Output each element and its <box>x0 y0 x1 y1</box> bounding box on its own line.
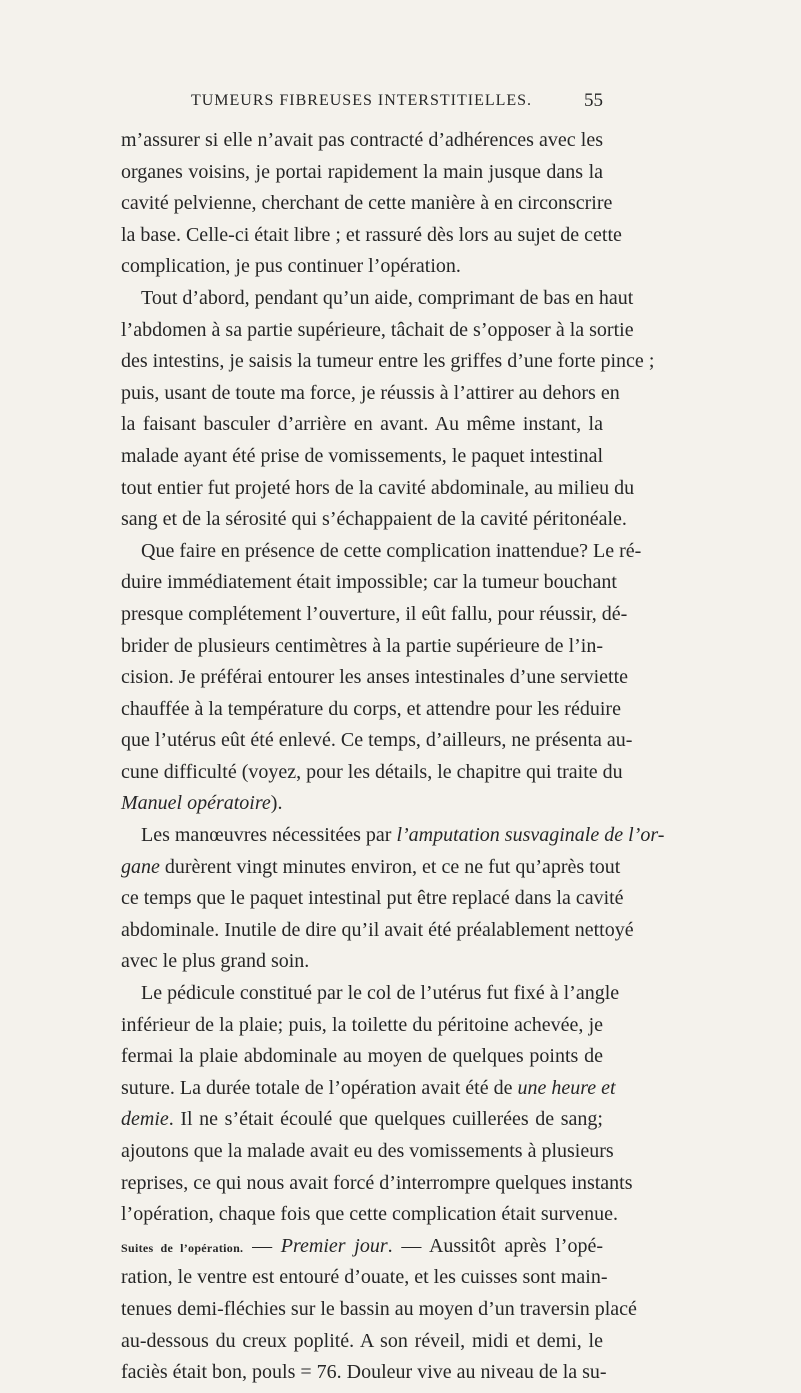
emphasis: gane <box>121 855 160 878</box>
text-line: chauffée à la température du corps, et attendre pour les réduire <box>121 697 621 720</box>
text-segment: suture. La durée totale de l’opération avait été de <box>121 1076 518 1099</box>
text-line: m’assurer si elle n’avait pas contracté d’adhérences avec les <box>121 129 603 151</box>
text-line <box>121 1231 603 1263</box>
text-segment: ). <box>270 792 283 815</box>
emphasis: Premier jour <box>280 1234 388 1257</box>
text-line: puis, usant de toute ma force, je réussis à l’attirer au dehors en <box>121 381 620 404</box>
text-line <box>121 788 603 820</box>
text-line: inférieur de la plaie; puis, la toilette du péritoine achevée, je <box>121 1013 603 1036</box>
text-line: Que faire en présence de cette complication inattendue? Le ré- <box>141 539 642 562</box>
text-line <box>121 852 621 884</box>
text-segment: . — Aussitôt après l’opé- <box>387 1234 604 1257</box>
text-line: ce temps que le paquet intestinal put être replacé dans la cavité <box>121 887 624 910</box>
running-title: TUMEURS FIBREUSES INTERSTITIELLES. <box>190 92 533 109</box>
text-line: Le pédicule constitué par le col de l’utérus fut fixé à l’angle <box>141 982 620 1005</box>
text-line: brider de plusieurs centimètres à la partie supérieure de l’in- <box>121 634 603 657</box>
text-line: tenues demi-fléchies sur le bassin au moyen d’un traversin placé <box>121 1297 637 1320</box>
text-segment: . Il ne s’était écoulé que quelques cuillerées de sang; <box>168 1108 603 1131</box>
text-line: cavité pelvienne, cherchant de cette manière à en circonscrire <box>121 192 613 215</box>
text-line: Tout d’abord, pendant qu’un aide, comprimant de bas en haut <box>141 286 634 309</box>
text-segment: — <box>243 1234 281 1257</box>
text-line: que l’utérus eût été enlevé. Ce temps, d’ailleurs, ne présenta au- <box>121 729 633 752</box>
text-line: faciès était bon, pouls = 76. Douleur vive au niveau de la su- <box>121 1361 607 1384</box>
book-title: Manuel opératoire <box>121 792 271 815</box>
text-line: duire immédiatement était impossible; car la tumeur bouchant <box>121 571 617 594</box>
text-segment: durèrent vingt minutes environ, et ce ne fut qu’après tout <box>159 855 621 878</box>
text-line: abdominale. Inutile de dire qu’il avait été préalablement nettoyé <box>121 918 634 941</box>
text-line: la base. Celle-ci était libre ; et rassuré dès lors au sujet de cette <box>121 223 622 246</box>
text-line: cision. Je préférai entourer les anses intestinales d’une serviette <box>121 666 629 689</box>
text-line: au-dessous du creux poplité. A son réveil, midi et demi, le <box>121 1329 603 1352</box>
text-line <box>121 1073 616 1105</box>
text-line: sang et de la sérosité qui s’échappaient de la cavité péritonéale. <box>121 508 627 531</box>
text-line: complication, je pus continuer l’opération. <box>121 255 461 278</box>
running-head <box>120 90 603 118</box>
text-segment: Les manœuvres nécessitées par <box>141 824 397 847</box>
text-line: fermai la plaie abdominale au moyen de quelques points de <box>121 1045 603 1068</box>
text-line <box>121 1104 603 1136</box>
body-text <box>121 125 665 1389</box>
text-line: la faisant basculer d’arrière en avant. Au même instant, la <box>121 413 603 436</box>
text-line: ration, le ventre est entouré d’ouate, et les cuisses sont main- <box>121 1266 608 1289</box>
text-line: organes voisins, je portai rapidement la main jusque dans la <box>121 160 603 183</box>
text-line: tout entier fut projeté hors de la cavité abdominale, au milieu du <box>121 476 635 499</box>
text-line: l’opération, chaque fois que cette complication était survenue. <box>121 1203 619 1226</box>
text-line: malade ayant été prise de vomissements, le paquet intestinal <box>121 444 603 467</box>
text-line: presque complétement l’ouverture, il eût fallu, pour réussir, dé- <box>121 602 628 625</box>
text-line: reprises, ce qui nous avait forcé d’interrompre quelques instants <box>121 1171 633 1194</box>
text-line: l’abdomen à sa partie supérieure, tâchait de s’opposer à la sortie <box>121 318 634 341</box>
page-number: 55 <box>584 90 603 111</box>
emphasis: demie <box>121 1108 169 1131</box>
text-line: ajoutons que la malade avait eu des vomissements à plusieurs <box>121 1140 614 1162</box>
emphasis: une heure et <box>517 1076 616 1099</box>
emphasis: l’amputation susvaginale de l’or- <box>396 824 665 847</box>
text-line: cune difficulté (voyez, pour les détails, le chapitre qui traite du <box>121 760 623 783</box>
section-heading: Suites de l’opération. <box>121 1240 244 1255</box>
text-line: des intestins, je saisis la tumeur entre les griffes d’une forte pince ; <box>121 350 655 373</box>
text-line <box>121 820 665 852</box>
text-line: avec le plus grand soin. <box>121 950 310 973</box>
